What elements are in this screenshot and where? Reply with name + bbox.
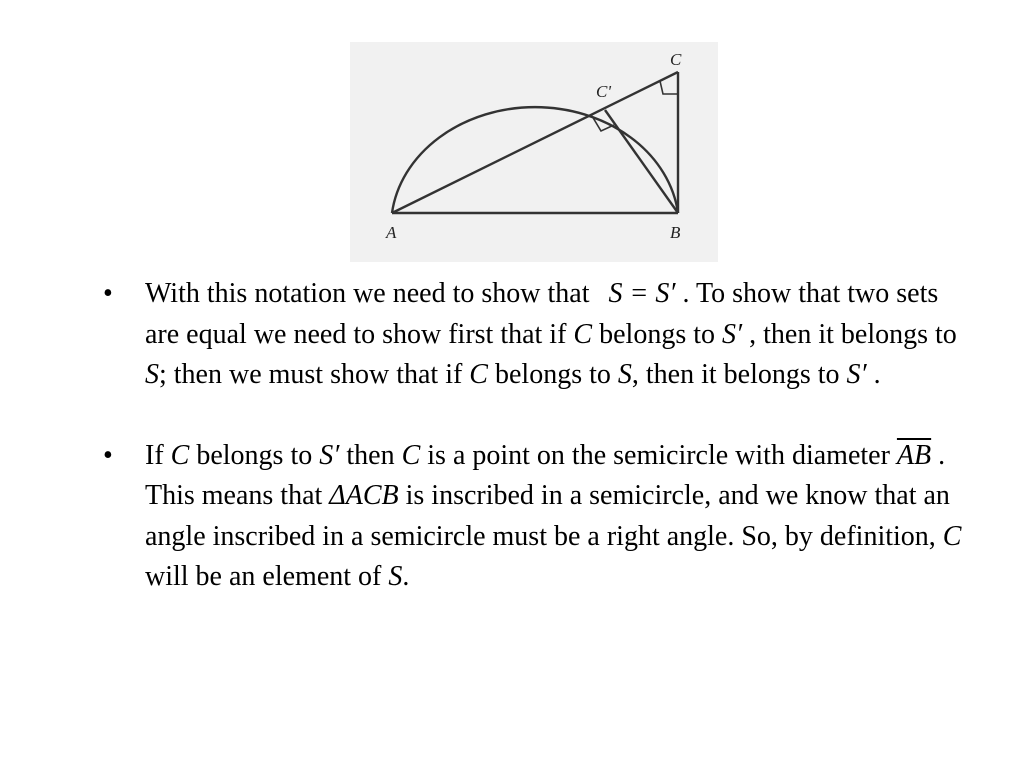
text: is a point on the semicircle with diameter bbox=[420, 439, 897, 471]
bullet-marker: • bbox=[103, 278, 113, 309]
segment-ac bbox=[392, 72, 678, 213]
text: With this notation we need to show that bbox=[145, 278, 597, 309]
var-c: C bbox=[170, 439, 190, 471]
math-s-prime: S′ bbox=[722, 318, 743, 350]
var-s: S bbox=[145, 359, 159, 390]
semicircle-diagram bbox=[350, 42, 718, 262]
text: then bbox=[339, 439, 402, 471]
math-s-prime: S′ bbox=[846, 359, 867, 390]
label-c-prime: C' bbox=[596, 82, 611, 101]
text: belongs to bbox=[189, 439, 320, 471]
segment-bc-prime bbox=[605, 110, 678, 213]
var-c: C bbox=[573, 318, 593, 350]
text: . To show that two sets are equal we need to show first that if bbox=[145, 278, 939, 350]
right-angle-mark-c bbox=[660, 81, 678, 94]
text: ; then we must show that if bbox=[159, 359, 470, 390]
semicircle-arc bbox=[392, 107, 678, 213]
text: belongs to bbox=[487, 359, 618, 390]
label-a: A bbox=[386, 223, 397, 242]
text: , then it belongs to bbox=[742, 318, 957, 350]
math-s-equals-s-prime: S = S′ bbox=[608, 278, 676, 309]
text: will be an element of bbox=[145, 561, 389, 592]
var-c: C bbox=[401, 439, 421, 471]
text: If bbox=[145, 439, 171, 471]
text: . bbox=[402, 561, 410, 592]
var-c: C bbox=[469, 359, 488, 390]
text: belongs to bbox=[592, 318, 722, 350]
label-b: B bbox=[670, 223, 681, 242]
var-s: S bbox=[617, 359, 632, 390]
math-triangle-acb: ΔACB bbox=[329, 480, 399, 511]
text: . This means that bbox=[145, 439, 946, 511]
geometry-figure bbox=[350, 42, 718, 262]
var-s: S bbox=[388, 561, 403, 592]
bullet-marker: • bbox=[103, 439, 113, 471]
label-c: C bbox=[670, 50, 682, 69]
math-segment-ab: $\overline{AB}$ bbox=[896, 439, 932, 471]
slide-body bbox=[103, 274, 963, 598]
bullet-point bbox=[103, 274, 963, 396]
text: is inscribed in a semicircle, and we know that an angle inscribed in a semicircle must be a right angle. So, by definition, bbox=[145, 480, 950, 552]
bullet-point bbox=[103, 436, 963, 598]
text: , then it belongs to bbox=[631, 359, 847, 390]
var-c: C bbox=[942, 520, 962, 552]
math-s-prime: S′ bbox=[319, 439, 340, 471]
text: . bbox=[866, 359, 881, 390]
